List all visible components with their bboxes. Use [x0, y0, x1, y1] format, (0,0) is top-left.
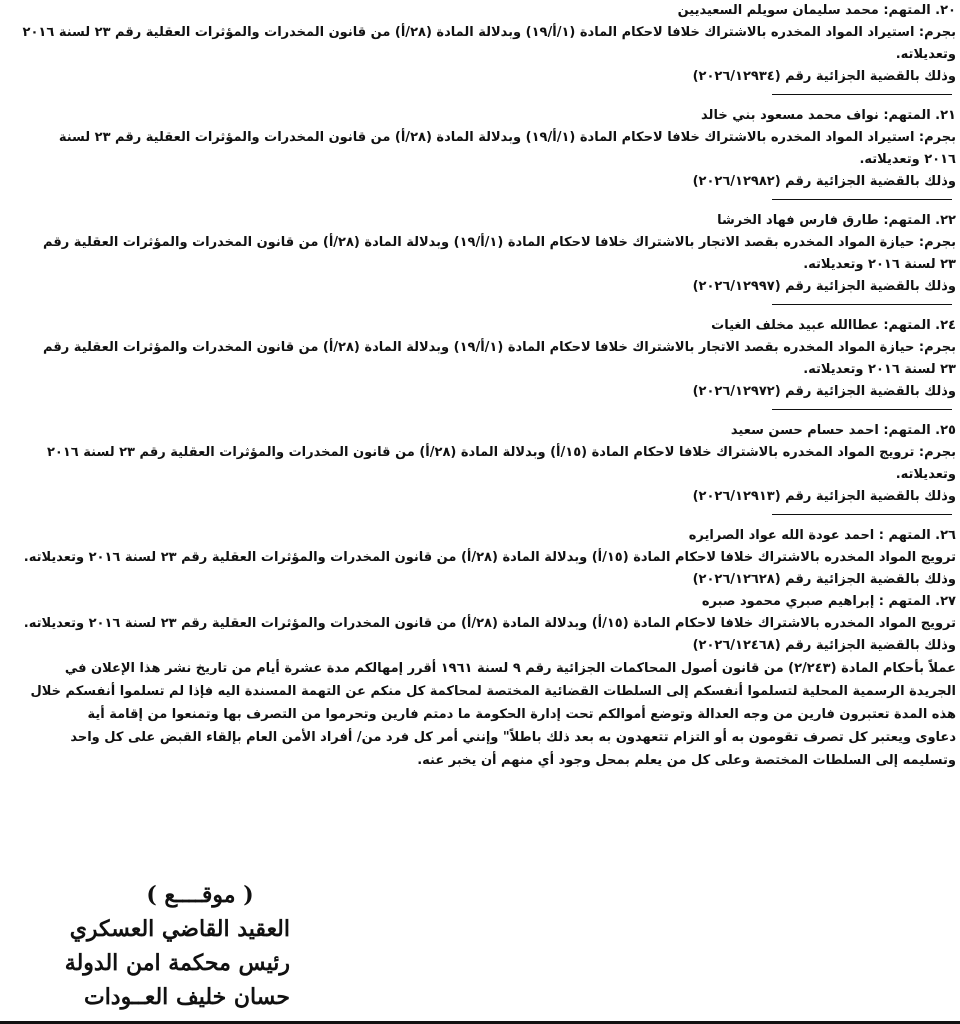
defendant-name: ٢٤. المتهم: عطاالله عبيد مخلف الغيات	[711, 318, 956, 333]
charge-line: وتعديلاته.	[895, 467, 956, 482]
case-number-line: وذلك بالقضية الجزائية رقم (٢٠٢٦/١٢٦٢٨)	[692, 572, 956, 587]
defendant-entry	[0, 525, 956, 591]
defendant-entry	[0, 0, 956, 95]
separator-rule	[772, 304, 952, 305]
notice-line: الجريدة الرسمية المحلية لتسلموا أنفسكم إلى السلطات القضائية المختصة لمحاكمة كل منكم عن التهمة المسندة اليه فإذا لم تسلموا أنفسكم خلال	[30, 684, 956, 699]
notice-line: عملاً بأحكام المادة (٢/٢٤٣) من قانون أصول المحاكمات الجزائية رقم ٩ لسنة ١٩٦١ أقرر إمهالكم مدة عشرة أيام من تاريخ نشر هذا الإعلان في	[64, 661, 956, 676]
separator-rule	[772, 94, 952, 95]
notice-line: دعاوى ويعتبر كل تصرف تقومون به أو التزام تتعهدون به بعد ذلك باطلاً" وإنني أمر كل فرد من/ أفراد الأمن العام بإلقاء القبض على كل واحد	[70, 730, 956, 745]
separator-rule	[772, 409, 952, 410]
case-number-line: وذلك بالقضية الجزائية رقم (٢٠٢٦/١٢٩٣٤)	[692, 69, 956, 84]
defendant-entry	[0, 105, 956, 200]
signed-mark: ( موقــــع )	[146, 882, 254, 908]
defendant-entry	[0, 210, 956, 305]
defendant-name: ٢٧. المتهم : إبراهيم صبري محمود صبره	[701, 594, 956, 609]
legal-notice	[0, 657, 956, 772]
defendant-name: ٢٥. المتهم: احمد حسام حسن سعيد	[730, 423, 956, 438]
charge-line: ٢٣ لسنة ٢٠١٦ وتعديلاته.	[803, 362, 956, 377]
defendant-entry	[0, 315, 956, 410]
case-number-line: وذلك بالقضية الجزائية رقم (٢٠٢٦/١٢٤٦٨)	[692, 638, 956, 653]
charge-line: بجرم: استيراد المواد المخدره بالاشتراك خلافا لاحكام المادة (١/أ/١٩) وبدلالة المادة (٢٨/أ) من قانون المخدرات والمؤثرات العقلية رقم ٢٣ لسنة ٢٠١٦	[22, 25, 956, 40]
case-number-line: وذلك بالقضية الجزائية رقم (٢٠٢٦/١٢٩٨٢)	[692, 174, 956, 189]
signatory-name: حسان خليف العــودات	[83, 984, 290, 1010]
defendant-entry	[0, 420, 956, 515]
charge-line: ترويج المواد المخدره بالاشتراك خلافا لاحكام المادة (١٥/أ) وبدلالة المادة (٢٨/أ) من قانون المخدرات والمؤثرات العقلية رقم ٢٣ لسنة ٢٠١٦ وتعديلاته.	[23, 616, 956, 631]
charge-line: ٢٣ لسنة ٢٠١٦ وتعديلاته.	[803, 257, 956, 272]
charge-line: وتعديلاته.	[895, 47, 956, 62]
case-number-line: وذلك بالقضية الجزائية رقم (٢٠٢٦/١٢٩٧٢)	[692, 384, 956, 399]
defendant-name: ٢١. المتهم: نواف محمد مسعود بني خالد	[701, 108, 956, 123]
separator-rule	[772, 514, 952, 515]
defendant-name: ٢٠. المتهم: محمد سليمان سويلم السعيديين	[677, 3, 956, 18]
charge-line: بجرم: استيراد المواد المخدره بالاشتراك خلافا لاحكام المادة (١/أ/١٩) وبدلالة المادة (٢٨/أ) من قانون المخدرات والمؤثرات العقلية رقم ٢٣ لسنة	[58, 130, 956, 145]
signature-block	[0, 878, 290, 1014]
separator-rule	[772, 199, 952, 200]
charge-line: بجرم: حيازة المواد المخدره بقصد الاتجار بالاشتراك خلافا لاحكام المادة (١/أ/١٩) وبدلالة المادة (٢٨/أ) من قانون المخدرات والمؤثرات العقلية رقم	[43, 340, 956, 355]
charge-line: بجرم: ترويج المواد المخدره بالاشتراك خلافا لاحكام المادة (١٥/أ) وبدلالة المادة (٢٨/أ) من قانون المخدرات والمؤثرات العقلية رقم ٢٣ لسنة ٢٠١٦	[47, 445, 956, 460]
case-number-line: وذلك بالقضية الجزائية رقم (٢٠٢٦/١٢٩١٣)	[692, 489, 956, 504]
defendant-name: ٢٦. المتهم : احمد عودة الله عواد الصرايره	[688, 528, 956, 543]
notice-line: وتسليمه إلى السلطات المختصة وعلى كل من يعلم بمحل وجود أي منهم أن يخبر عنه.	[417, 753, 956, 768]
charge-line: ٢٠١٦ وتعديلاته.	[859, 152, 956, 167]
signatory-rank: العقيد القاضي العسكري	[69, 916, 290, 942]
signatory-position: رئيس محكمة امن الدولة	[64, 950, 290, 976]
defendant-name: ٢٢. المتهم: طارق فارس فهاد الخرشا	[717, 213, 956, 228]
notice-line: هذه المدة تعتبرون فارين من وجه العدالة وتوضع أموالكم تحت إدارة الحكومة ما دمتم فارين وتحرموا من التصرف بها وتمنعوا من إقامة أية	[87, 707, 956, 722]
defendant-entry	[0, 591, 956, 657]
charge-line: ترويج المواد المخدره بالاشتراك خلافا لاحكام المادة (١٥/أ) وبدلالة المادة (٢٨/أ) من قانون المخدرات والمؤثرات العقلية رقم ٢٣ لسنة ٢٠١٦ وتعديلاته.	[23, 550, 956, 565]
case-number-line: وذلك بالقضية الجزائية رقم (٢٠٢٦/١٢٩٩٧)	[692, 279, 956, 294]
charge-line: بجرم: حيازة المواد المخدره بقصد الاتجار بالاشتراك خلافا لاحكام المادة (١/أ/١٩) وبدلالة المادة (٢٨/أ) من قانون المخدرات والمؤثرات العقلية رقم	[43, 235, 956, 250]
